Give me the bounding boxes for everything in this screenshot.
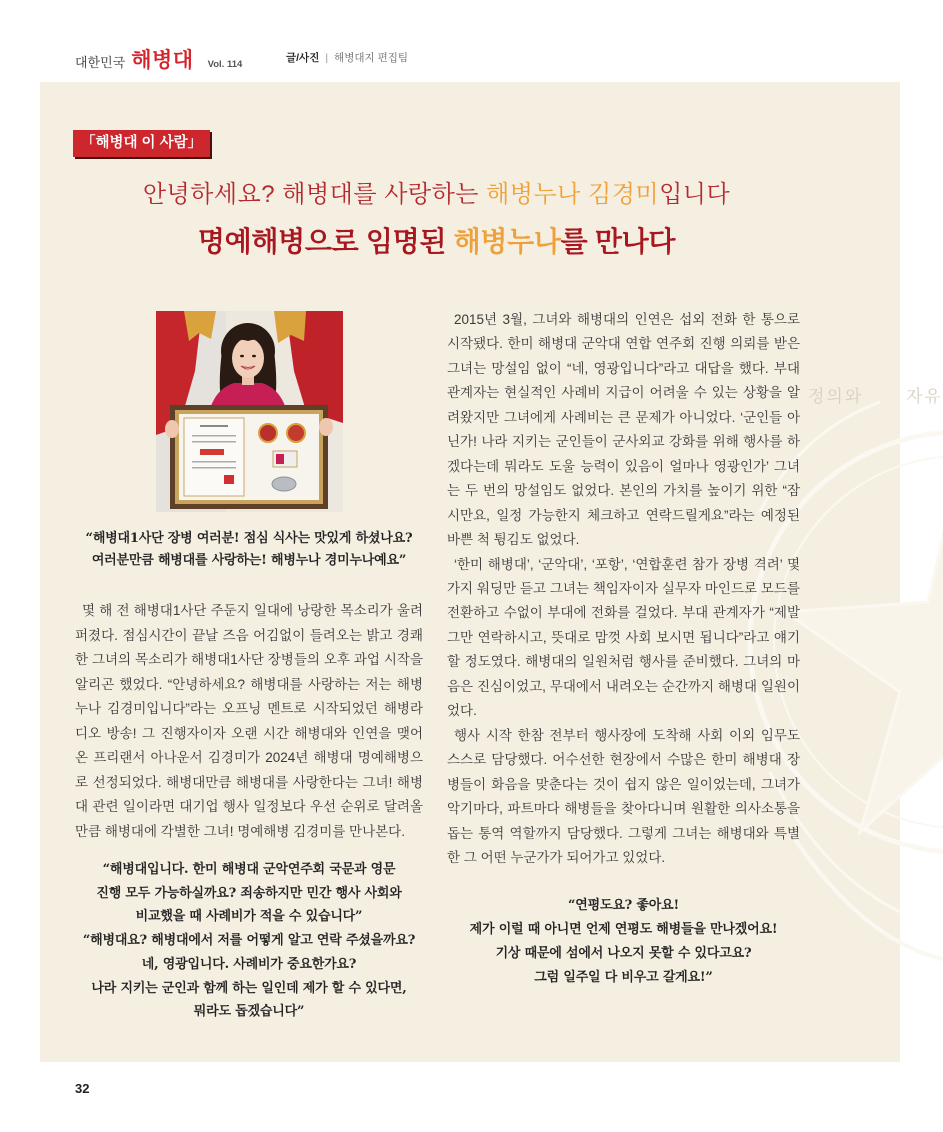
byline-separator: | [325, 52, 329, 64]
quote-line: “해병대입니다. 한미 해병대 군악연주회 국문과 영문 [102, 862, 396, 877]
photo-quote-line: “해병대1사단 장병 여러분! 점심 식사는 맛있게 하셨나요? [85, 531, 413, 546]
byline-label: 글/사진 [286, 52, 320, 64]
magazine-header [75, 44, 242, 74]
subtitle-highlight: 해병누나 김경미 [486, 181, 660, 208]
body-paragraph: ‘한미 해병대’, ‘군악대’, ‘포항’, ‘연합훈련 참가 장병 격려’ 몇가지 워딩만 듣고 그녀는 책임자이자 실무자 마인드로 모드를 전환하고 수없이 부대에 전화를 걸었다. 부대 관계자가 “제발 그만 연락하시고, 뜻대로 맘껏 사회 보시면 됩니다”라고 얘기할 정도였다. 해병대의 일원처럼 행사를 준비했다. 그녀의 마음은 진심이었고, 무대에서 내려오는 순간까지 해병대 일원이었다. [447, 556, 800, 719]
page-number: 32 [75, 1081, 90, 1096]
watermark-text: 정의와 자유 [808, 387, 943, 406]
subtitle [73, 178, 800, 212]
body-paragraph: 몇 해 전 해병대1사단 주둔지 일대에 낭랑한 목소리가 울려 퍼졌다. 점심시간이 끝날 즈음 어김없이 들려오는 밝고 경쾌한 그녀의 목소리가 해병대1사단 장병들의 오후 과업 시작을 알리곤 했었다. “안녕하세요? 해병대를 사랑하는 저는 해병누나 김경미입니다”라는 오프닝 멘트로 시작되었던 해병라디오 방송! 그 진행자이자 오랜 시간 해병대와 인연을 맺어 온 프리랜서 아나운서 김경미가 2024년 해병대 명예해병으로 선정되었다. 해병대만큼 해병대를 사랑한다는 그녀! 해병대 관련 일이라면 대기업 행사 일정보다 우선 순위로 달려올 만큼 해병대에 각별한 그녀! 명예해병 김경미를 만나본다. [75, 603, 423, 839]
subtitle-lead: 안녕하세요? 해병대를 사랑하는 [142, 181, 487, 208]
pull-quote-left [75, 858, 423, 1024]
certificate-frame [165, 405, 333, 509]
quote-line: 나라 지키는 군인과 함께 하는 일인데 제가 할 수 있다면, [91, 980, 407, 996]
intro-body [75, 599, 423, 844]
page-title [73, 222, 800, 262]
right-column [447, 308, 800, 989]
quote-line: 그럼 일주일 다 비우고 갈게요!” [534, 969, 713, 985]
article-photo [156, 311, 343, 512]
title-highlight: 해병누나 [453, 226, 561, 257]
header-volume: Vol. 114 [207, 59, 243, 70]
byline [286, 50, 408, 65]
quote-line: 제가 이럴 때 아니면 언제 연평도 해병들을 만나겠어요! [469, 922, 778, 938]
title-lead: 명예해병으로 임명된 [197, 226, 454, 257]
quote-line: 비교했을 때 사례비가 적을 수 있습니다” [135, 909, 363, 925]
title-tail: 를 만나다 [560, 226, 676, 257]
body-paragraph: 2015년 3월, 그녀와 해병대의 인연은 섭외 전화 한 통으로 시작됐다. 한미 해병대 군악대 연합 연주회 진행 의뢰를 받은 그녀는 망설임 없이 “네, 영광입니다”라고 대답을 했다. 부대 관계자는 현실적인 사례비 지급이 어려울 수 있는 상황을 알려왔지만 그녀에게 사례비는 큰 문제가 아니었다. ‘군인들 아닌가! 나라 지키는 군인들이 군사외교 강화를 위해 행사를 하겠다는데 뭐라도 도울 능력이 있음이 얼마나 영광인가’ 그녀는 두 번의 망설임도 없었다. 본인의 가치를 높이기 위한 “잠시만요, 일정 가능한지 체크하고 연락드릴게요”라는 예정된 바쁜 척 튕김도 없었다. [447, 312, 800, 548]
photo-quote-line: 여러분만큼 해병대를 사랑하는! 해병누나 경미누나예요” [91, 553, 407, 568]
quote-line: 기상 때문에 섬에서 나오지 못할 수 있다고요? [495, 945, 752, 961]
body-paragraph: 행사 시작 한참 전부터 행사장에 도착해 사회 이외 임무도 스스로 담당했다. 어수선한 현장에서 수많은 한미 해병대 장병들이 화음을 맞춘다는 것이 쉽지 않은 일이었는데, 그녀가 악기마다, 파트마다 해병들을 찾아다니며 원활한 의사소통을 돕는 통역 역할까지 담당했다. 그렇게 그녀는 해병대와 특별한 그 어떤 누군가가 되어가고 있었다. [447, 727, 800, 865]
main-body [447, 308, 800, 870]
header-brand: 해병대 [131, 49, 194, 72]
photo-caption-quote [75, 528, 423, 572]
quote-line: 네, 영광입니다. 사례비가 중요한가요? [141, 956, 357, 972]
left-column [75, 311, 423, 1024]
quote-line: 뭐라도 돕겠습니다” [193, 1004, 305, 1020]
quote-line: 진행 모두 가능하실까요? 죄송하지만 민간 행사 사회와 [96, 885, 402, 901]
section-tag: 「해병대 이 사람」 [73, 130, 210, 157]
header-country: 대한민국 [75, 55, 126, 70]
subtitle-tail: 입니다 [659, 181, 731, 208]
byline-value: 해병대지 편집팀 [334, 52, 409, 64]
pull-quote-right [447, 894, 800, 989]
headline [73, 178, 800, 262]
quote-line: “연평도요? 좋아요! [567, 898, 680, 914]
quote-line: “해병대요? 해병대에서 저를 어떻게 알고 연락 주셨을까요? [82, 933, 416, 949]
